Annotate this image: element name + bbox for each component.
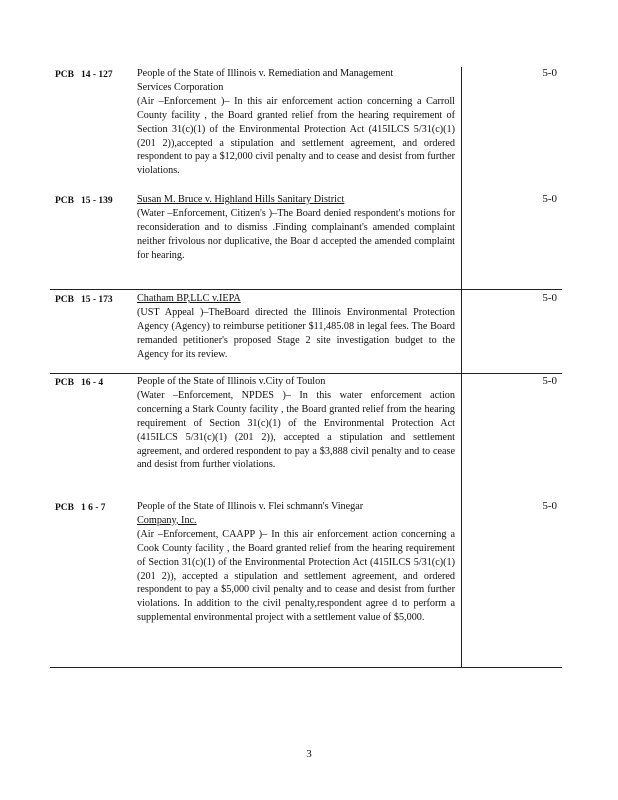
case-title: People of the State of Illinois v. Flei schmann's Vinegar [137, 501, 364, 512]
column-divider [461, 67, 462, 667]
vote-count: 5-0 [542, 193, 557, 205]
row-divider [50, 667, 562, 668]
case-title: Susan M. Bruce v. Highland Hills Sanitary District [137, 194, 345, 205]
case-entry [50, 193, 562, 288]
docket-number: PCB 15 - 139 [55, 196, 113, 206]
case-body [137, 375, 455, 472]
case-title-continued: Services Corporation [137, 81, 224, 93]
vote-count: 5-0 [542, 292, 557, 304]
case-summary: (Air –Enforcement, CAAPP )– In this air enforcement action concerning a Cook County facility , the Board granted relief from the hearing requirement of Section 31(c)(1) of the Environmental Protection Act (415ILCS 5/31(c)(1) (201 2)), accepted a stipulation and settlement agreement, and ordered respondent to pay a $5,000 civil penalty and to cease and desist from further violations. In addition to the civil penalty,respondent agree d to perform a supplemental environmental project with a settlement value of $5,000. [137, 528, 455, 624]
case-body [137, 292, 455, 362]
case-title-continued: Company, Inc. [137, 514, 197, 526]
vote-count: 5-0 [542, 375, 557, 387]
case-title: People of the State of Illinois v. Remediation and Management [137, 68, 394, 79]
vote-count: 5-0 [542, 500, 557, 512]
docket-number: PCB 16 - 4 [55, 378, 104, 388]
case-entry [50, 375, 562, 493]
case-title: Chatham BP,LLC v.IEPA [137, 293, 241, 304]
docket-number: PCB 1 6 - 7 [55, 503, 106, 513]
docket-number: PCB 15 - 173 [55, 295, 113, 305]
case-body [137, 500, 455, 625]
case-summary: (Water –Enforcement, NPDES )– In this water enforcement action concerning a Stark County facility , the Board granted relief from the hearing requirement of Section 31(c)(1) of the Environmental Protection Act (415ILCS 5/31(c)(1) (201 2)), accepted a stipulation and settlement agreement, and ordered respondent to pay a $3,888 civil penalty and to cease and desist from further violations. [137, 389, 455, 471]
case-body [137, 67, 455, 178]
page-number: 3 [306, 748, 312, 760]
case-entry [50, 67, 562, 187]
case-entry [50, 292, 562, 372]
case-summary: (Air –Enforcement )– In this air enforcement action concerning a Carroll County facility , the Board granted relief from the hearing requirement of Section 31(c)(1) of the Environmental Protection Act (415ILCS 5/31(c)(1) (201 2)),accepted a stipulation and settlement agreement, and ordered respondent to pay a $12,000 civil penalty and to cease and desist from further violations. [137, 95, 455, 177]
case-summary: (UST Appeal )–TheBoard directed the Illinois Environmental Protection Agency (Agency) to reimburse petitioner $11,485.08 in legal fees. The Board remanded petitioner's proposed Stage 2 site investigation budget to the Agency for its review. [137, 306, 455, 360]
case-body [137, 193, 455, 263]
case-title: People of the State of Illinois v.City of Toulon [137, 376, 326, 387]
case-summary: (Water –Enforcement, Citizen's )–The Board denied respondent's motions for reconsideration and to dismiss .Finding complainant's amended complaint neither frivolous nor duplicative, the Boar d accepted the amended complaint for hearing. [137, 207, 455, 261]
vote-count: 5-0 [542, 67, 557, 79]
case-entry [50, 500, 562, 660]
docket-number: PCB 14 - 127 [55, 70, 113, 80]
row-divider [50, 289, 562, 290]
row-divider [50, 373, 562, 374]
